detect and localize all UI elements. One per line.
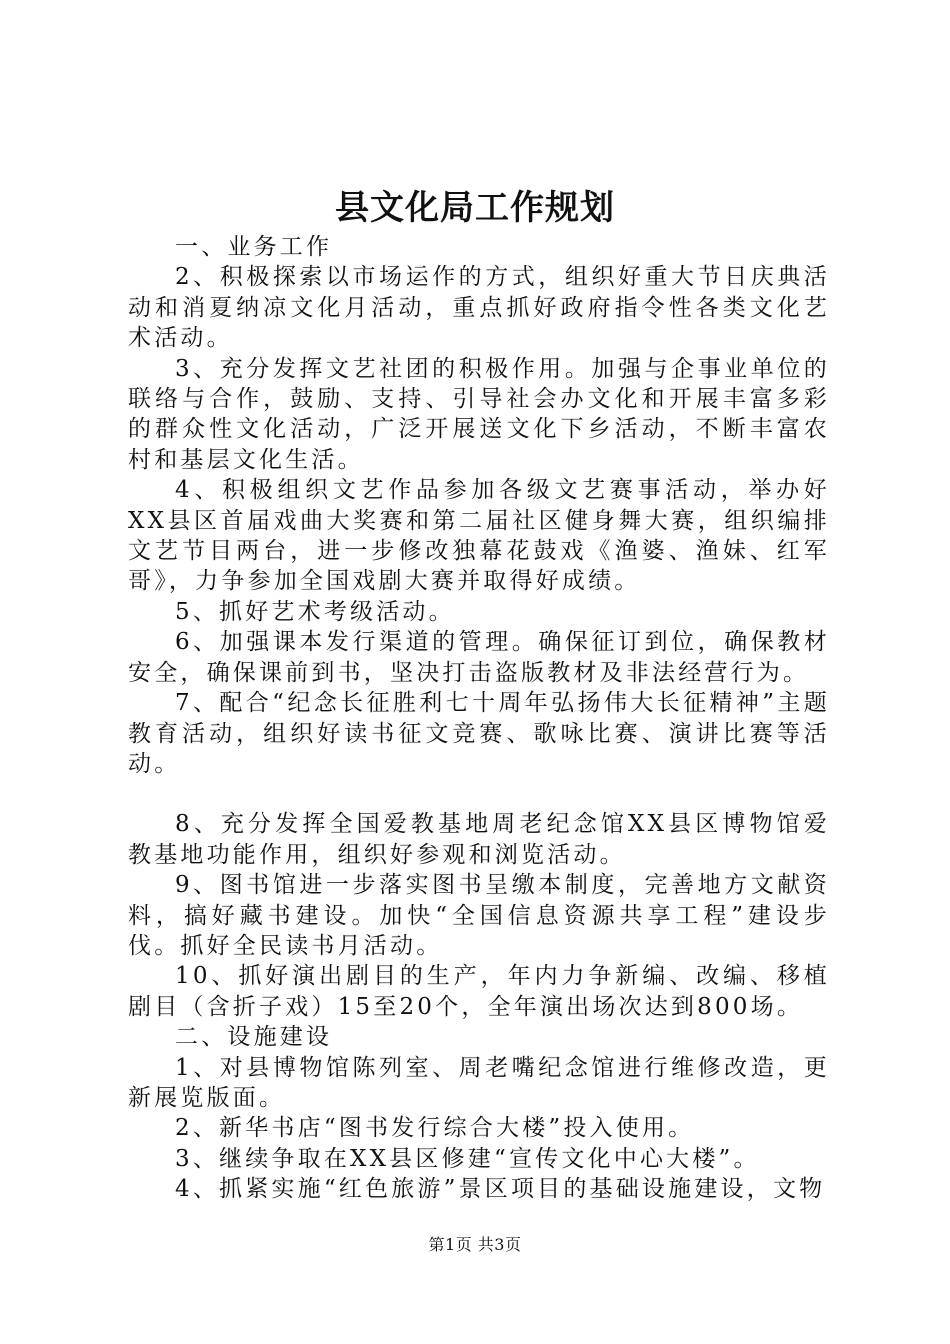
section-heading-facilities: 二、设施建设 — [175, 1024, 333, 1051]
document-title: 县文化局工作规划 — [335, 188, 615, 228]
paragraph-item-2: 2、积极探索以市场运作的方式，组织好重大节日庆典活动和消夏纳凉文化月活动，重点抓好政府指令性各类文化艺术活动。 — [128, 264, 830, 352]
paragraph-facility-1: 1、对县博物馆陈列室、周老嘴纪念馆进行维修改造，更新展览版面。 — [128, 1054, 830, 1111]
paragraph-spacer — [128, 779, 830, 809]
paragraph-facility-4: 4、抓紧实施“红色旅游”景区项目的基础设施建设，文物 — [175, 1176, 826, 1203]
paragraph-item-7: 7、配合“纪念长征胜利七十周年弘扬伟大长征精神”主题教育活动，组织好读书征文竞赛、歌咏比赛、演讲比赛等活动。 — [128, 690, 830, 777]
paragraph-item-8: 8、充分发挥全国爱教基地周老纪念馆XX县区博物馆爱教基地功能作用，组织好参观和浏览活动。 — [128, 811, 830, 868]
page-number-footer: 第1页 共3页 — [428, 1235, 522, 1254]
paragraph-item-3: 3、充分发挥文艺社团的积极作用。加强与企事业单位的联络与合作，鼓励、支持、引导社会办文化和开展丰富多彩的群众性文化活动，广泛开展送文化下乡活动，不断丰富农村和基层文化生活。 — [128, 355, 830, 473]
paragraph-item-9: 9、图书馆进一步落实图书呈缴本制度，完善地方文献资料，搞好藏书建设。加快“全国信息资源共享工程”建设步伐。抓好全民读书月活动。 — [128, 872, 830, 959]
document-body — [128, 232, 830, 1205]
paragraph-item-6: 6、加强课本发行渠道的管理。确保征订到位，确保教材安全，确保课前到书，坚决打击盗版教材及非法经营行为。 — [128, 629, 830, 686]
paragraph-facility-2: 2、新华书店“图书发行综合大楼”投入使用。 — [175, 1115, 695, 1142]
paragraph-item-4: 4、积极组织文艺作品参加各级文艺赛事活动，举办好XX县区首届戏曲大奖赛和第二届社区健身舞大赛，组织编排文艺节目两台，进一步修改独幕花鼓戏《渔婆、渔妹、红军哥》，力争参加全国戏剧大赛并取得好成绩。 — [128, 477, 830, 595]
paragraph-item-10: 10、抓好演出剧目的生产，年内力争新编、改编、移植剧目（含折子戏）15至20个，全年演出场次达到800场。 — [128, 963, 830, 1020]
paragraph-facility-3: 3、继续争取在XX县区修建“宣传文化中心大楼”。 — [175, 1145, 760, 1172]
section-heading-business: 一、业务工作 — [175, 234, 333, 260]
paragraph-item-5: 5、抓好艺术考级活动。 — [175, 598, 455, 625]
